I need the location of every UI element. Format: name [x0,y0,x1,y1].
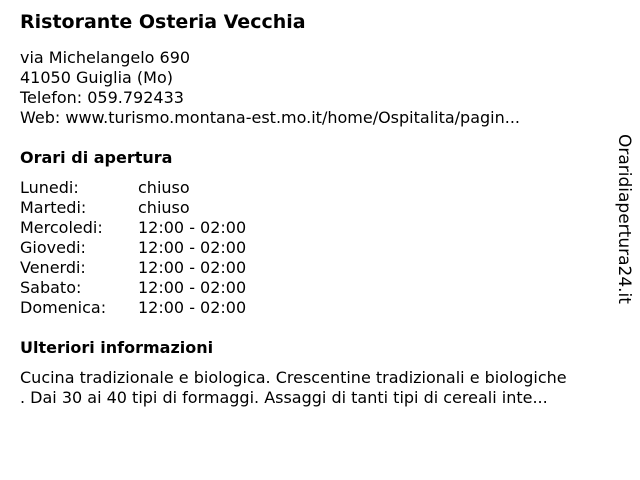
hours-time: 12:00 - 02:00 [138,238,247,257]
restaurant-card [20,8,610,408]
hours-row [20,218,610,238]
brand-watermark [612,134,636,309]
hours-time: 12:00 - 02:00 [138,298,247,317]
hours-row [20,238,610,258]
address-city: 41050 Guiglia (Mo) [20,68,173,87]
hours-row [20,178,610,198]
phone-number: Telefon: 059.792433 [20,88,184,107]
hours-time: 12:00 - 02:00 [138,278,247,297]
address-street: via Michelangelo 690 [20,48,191,67]
opening-hours-table [20,178,610,318]
info-line: . Dai 30 ai 40 tipi di formaggi. Assaggi di tanti tipi di cereali inte... [20,388,548,407]
brand-text: Oraridiapertura24.it [614,134,634,304]
hours-row [20,298,610,318]
info-line: Cucina tradizionale e biologica. Crescentine tradizionali e biologiche [20,368,567,387]
hours-row [20,278,610,298]
hours-time: chiuso [138,198,190,217]
further-info-text [20,368,610,408]
opening-hours-heading: Orari di apertura [20,148,173,167]
hours-time: 12:00 - 02:00 [138,218,247,237]
website-link[interactable]: Web: www.turismo.montana-est.mo.it/home/Ospitalita/pagin... [20,108,521,127]
hours-day: Martedi: [20,198,87,217]
hours-day: Sabato: [20,278,82,297]
hours-row [20,258,610,278]
hours-day: Mercoledi: [20,218,103,237]
hours-day: Domenica: [20,298,107,317]
address-block [20,48,610,128]
hours-time: 12:00 - 02:00 [138,258,247,277]
hours-row [20,198,610,218]
hours-day: Venerdi: [20,258,86,277]
hours-time: chiuso [138,178,190,197]
hours-day: Giovedi: [20,238,86,257]
further-info-heading: Ulteriori informazioni [20,338,214,357]
restaurant-name: Ristorante Osteria Vecchia [20,11,306,33]
hours-day: Lunedi: [20,178,79,197]
